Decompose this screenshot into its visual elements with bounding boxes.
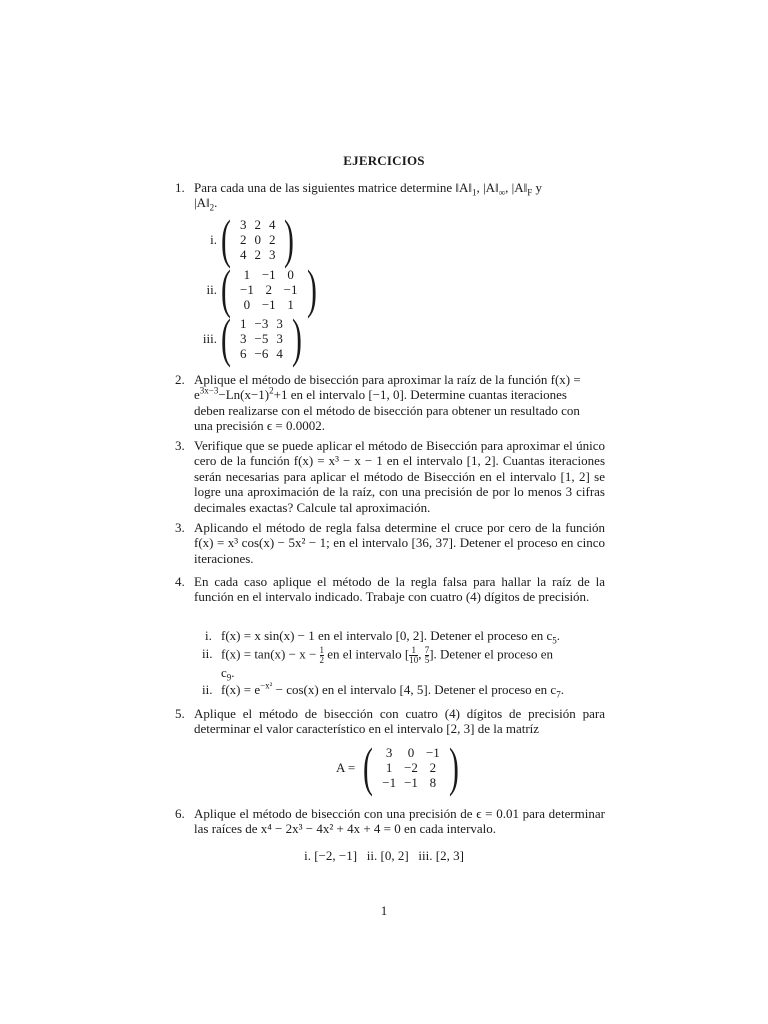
page-number: 1 xyxy=(380,903,388,918)
exercise-number: 6. xyxy=(175,806,185,821)
item-label: ii. xyxy=(202,646,213,661)
left-paren: ( xyxy=(363,736,374,797)
exercise-5 xyxy=(175,706,605,737)
exercise-3a xyxy=(175,438,605,515)
fraction: $\frac{7}{5}$ xyxy=(424,645,430,665)
exercise-text: Aplique el método de bisección con una precisión de ϵ = 0.01 para determinar las raíces de x⁴ − 2x³ − 4x² + 4x + 4 = 0 en cada intervalo. xyxy=(194,806,605,837)
matrix-i xyxy=(195,208,298,269)
left-paren: ( xyxy=(221,208,231,269)
exercise-text: Aplique el método de bisección con cuatro (4) dígitos de precisión para determinar el valor característico en el intervalo [2, 3] de la matríz xyxy=(194,706,605,737)
matrix-table: 3 2 4 2 0 2 4 2 3 xyxy=(239,217,276,262)
exercise-number: 4. xyxy=(175,574,185,589)
item-label: ii. xyxy=(202,682,213,697)
matrix-iii xyxy=(195,307,306,368)
exercise-text: Para cada una de las siguientes matrice determine $‖A‖_1$, $|A‖_\infty$, $|A‖_F$ y $|A‖_2$. xyxy=(194,180,542,213)
exercise-4-item-iii xyxy=(175,680,605,700)
exercise-6 xyxy=(175,806,605,837)
exercise-number: 2. xyxy=(175,372,185,387)
right-paren: ) xyxy=(448,736,459,797)
exercise-number: 3. xyxy=(175,438,185,453)
page-title: EJERCICIOS xyxy=(343,153,425,168)
exercise-2 xyxy=(175,372,605,434)
item-text: $f(x) = e^{-x^2} - \cos(x)$ en el intervalo [4, 5]. Detener el proceso en $c_7$. xyxy=(221,680,564,700)
exercise-3b xyxy=(175,520,605,566)
left-paren: ( xyxy=(221,258,231,319)
matrix-table: 1 −3 3 3 −5 3 6 −6 4 xyxy=(239,316,283,361)
matrix-label: ii. xyxy=(206,281,217,297)
exercise-4-item-i xyxy=(175,628,605,646)
right-paren: ) xyxy=(284,208,295,269)
fraction: $\frac{1}{10}$ xyxy=(409,645,419,665)
exercise-number: 1. xyxy=(175,180,185,195)
item-label: i. xyxy=(205,628,212,643)
interval-list: i. [−2, −1] ii. [0, 2] iii. [2, 3] xyxy=(304,848,464,863)
item-text: f(x) = tan(x) − x − $\frac{1}{2}$ en el intervalo [ $\frac{1}{10}$ , $\frac{7}{5}$ ]. Detener el proceso en $c_9$. xyxy=(221,645,554,683)
exercise-text: Verifique que se puede aplicar el método de Bisección para aproximar el único cero de la función f(x) = x³ − x − 1 en el intervalo [1, 2]. Cuantas iteraciones serán necesarias para aplicar el método de Bisección en el intervalo [1, 2] se logre una aproximación de la raíz, con una precisión de por lo menos 3 cifras decimales exactas? Calcule tal aproximación. xyxy=(194,438,605,515)
exercise-number: 5. xyxy=(175,706,185,721)
right-paren: ) xyxy=(291,307,302,368)
matrix-A xyxy=(336,736,463,797)
matrix-label: i. xyxy=(210,231,217,247)
exercise-4-item-ii xyxy=(175,645,605,683)
matrix-label: A = xyxy=(336,759,356,775)
exercise-text: Aplicando el método de regla falsa determine el cruce por cero de la función f(x) = x³ cos(x) − 5x² − 1; en el intervalo [36, 37]. Detener el proceso en cinco iteraciones. xyxy=(194,520,605,566)
exercise-text: Aplique el método de bisección para aproximar la raíz de la función f(x) = $e^{3x-3}-Ln(x-1)^2+1$ en el intervalo [−1, 0]. Determine cuantas iteraciones deben realizarse con el método de bisección para obtener un resultado con una precisión ϵ = 0.0002. xyxy=(194,372,581,434)
item-text: f(x) = x sin(x) − 1 en el intervalo [0, 2]. Detener el proceso en $c_5$. xyxy=(221,628,560,646)
exercise-4 xyxy=(175,574,605,605)
exercise-text: En cada caso aplique el método de la regla falsa para hallar la raíz de la función en el intervalo indicado. Trabaje con cuatro (4) dígitos de precisión. xyxy=(194,574,605,605)
matrix-table: 3 0 −1 1 −2 2 −1 −1 8 xyxy=(382,745,440,790)
right-paren: ) xyxy=(306,258,317,319)
matrix-label: iii. xyxy=(202,330,217,346)
exercise-number: 3. xyxy=(175,520,185,535)
matrix-ii xyxy=(195,258,321,319)
left-paren: ( xyxy=(221,307,231,368)
fraction: $\frac{1}{2}$ xyxy=(319,645,325,665)
exercise-1 xyxy=(175,180,605,211)
matrix-table: 1 −1 0 −1 2 −1 0 −1 1 xyxy=(239,267,298,312)
